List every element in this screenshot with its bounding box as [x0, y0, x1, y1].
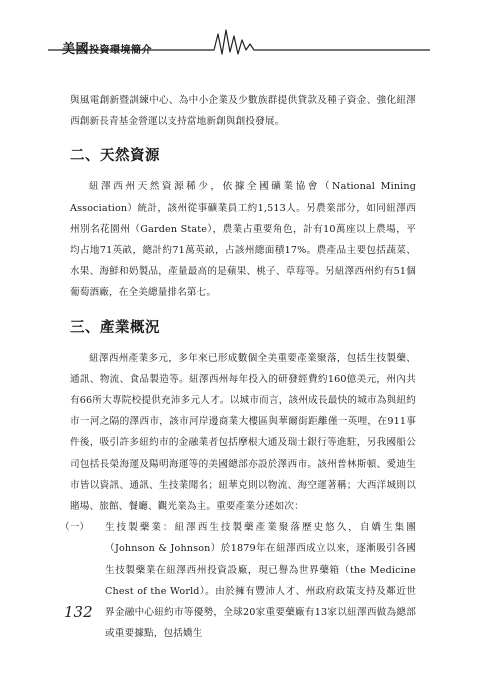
section-paragraph-natural-resources: 紐澤西州天然資源稀少，依據全國礦業協會（National Mining Association）統計，該州從事礦業員工約1,513人。另農業部分，如同紐澤西州別名花園州（Garden State），農業占重要角色，計有10萬座以上農場，平均占地71英畝，總計約71萬英畝，占該州總面積17%。農產品主要包括蔬菜、水果、海鮮和奶製品，產量最高的是蘋果、桃子、草莓等。另紐澤西州約有51個葡萄酒廠，在全美總量排名第七。: [70, 181, 416, 299]
section-heading-industry-overview: 三、產業概況: [70, 318, 160, 336]
intro-paragraph: 與風電創新暨訓練中心、為中小企業及少數族群提供貸款及種子資金、強化紐澤西創新長青基金營運以支持當地新創與創投發展。: [70, 95, 416, 128]
section-heading-natural-resources: 二、天然資源: [70, 147, 160, 165]
list-item-marker: （一）: [60, 522, 90, 534]
list-item-text: 生技製藥業：紐澤西生技製藥產業聚落歷史悠久，自嬌生集團（Johnson & Johnson）於1879年在紐澤西成立以來，逐漸吸引各國生技製藥業在紐澤西州投資設廠，現已譽為世界藥箱（the Medicine Chest of the World）。由於擁有豐沛人才、州政府政策支持及鄰近世界金融中心紐約市等優勢，全球20家重要藥廠有13家以紐澤西做為總部或重要據點，包括嬌生: [105, 522, 416, 640]
section-paragraph-industry-overview: 紐澤西州產業多元，多年來已形成數個全美重要產業聚落，包括生技製藥、通訊、物流、食品製造等。紐澤西州每年投入的研發經費約160億美元，州內共有66所大專院校提供充沛多元人才。以城市而言，該州成長最快的城市為與紐約市一河之隔的澤西市，該市河岸邊商業大樓區與華爾街距離僅一英哩，在911事件後，吸引許多紐約市的金融業者包括摩根大通及瑞士銀行等進駐，另我國船公司包括長榮海運及陽明海運等的美國總部亦設於澤西市。該州普林斯頓、愛迪生市皆以資訊、通訊、生技業聞名；紐華克則以物流、海空運著稱；大西洋城則以賭場、旅館、餐廳、觀光業為主。重要產業分述如次：: [70, 352, 416, 513]
list-item-biotech: [60, 517, 416, 644]
page-body: [60, 90, 416, 644]
page-number: 132: [64, 603, 93, 621]
header-title: [62, 38, 152, 57]
header-title-main: 美國: [62, 42, 90, 57]
running-header: [0, 26, 480, 56]
header-title-sub: 投資環境簡介: [89, 45, 153, 56]
